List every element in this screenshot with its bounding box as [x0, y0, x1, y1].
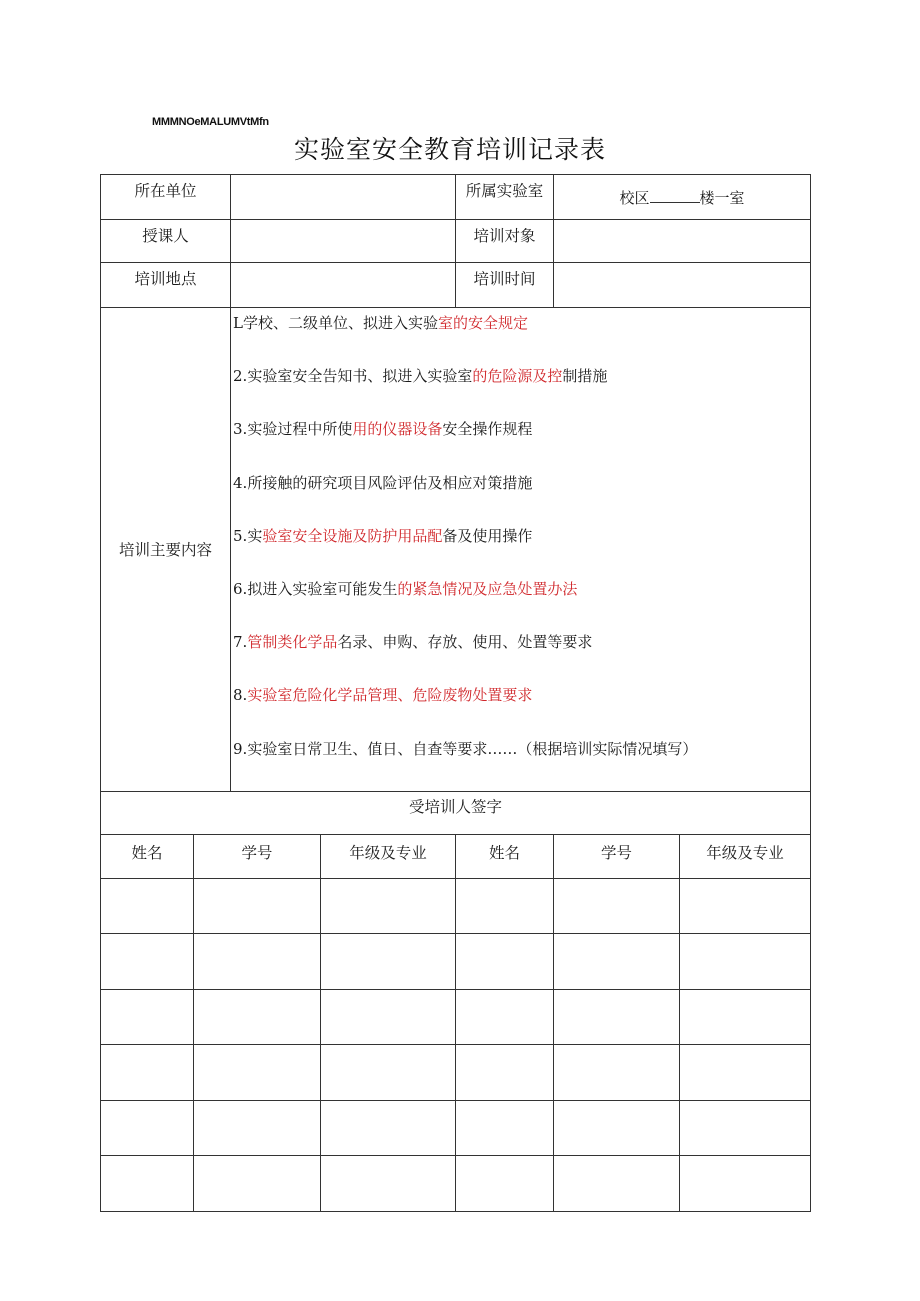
lab-label: 所属实验室 [465, 182, 544, 200]
signature-id-cell[interactable] [194, 1100, 321, 1156]
content-item-hl: 用的仪器设备 [352, 420, 443, 439]
content-item-pre: 7. [233, 633, 248, 652]
signature-id-cell[interactable] [194, 878, 321, 934]
signature-major-cell[interactable] [321, 878, 456, 934]
signature-id-cell[interactable] [554, 934, 680, 990]
signature-major-cell[interactable] [680, 1156, 811, 1212]
page-title: 实验室安全教育培训记录表 [293, 135, 606, 164]
signature-name-cell[interactable] [101, 934, 194, 990]
target-label: 培训对象 [473, 227, 536, 245]
lecturer-label-cell [101, 220, 231, 263]
content-item [233, 578, 810, 631]
content-item-hl: 的危险源及控 [472, 367, 563, 386]
content-item-pre: 4.所接触的研究项目风险评估及相应对策措施 [233, 473, 533, 492]
content-item-post: 制措施 [562, 367, 608, 386]
table-row [101, 989, 811, 1045]
content-label: 培训主要内容 [119, 541, 213, 560]
unit-label: 所在单位 [134, 182, 197, 200]
content-item [233, 684, 810, 737]
campus-blank[interactable] [650, 188, 700, 203]
signature-major-cell[interactable] [680, 934, 811, 990]
content-item-pre: L学校、二级单位、拟进入实验 [233, 314, 438, 332]
time-label-cell [456, 263, 554, 308]
col-id-2: 学号 [554, 834, 680, 878]
content-item-hl: 实验室危险化学品管理、危险废物处置要求 [247, 686, 533, 705]
signature-title: 受培训人签字 [409, 797, 503, 816]
signature-id-cell[interactable] [554, 1156, 680, 1212]
col-major-2: 年级及专业 [680, 834, 811, 878]
content-label-cell [101, 308, 231, 792]
signature-name-cell[interactable] [101, 1045, 194, 1101]
content-item-pre: 8. [233, 686, 248, 705]
signature-title-cell [101, 791, 811, 834]
signature-id-cell[interactable] [554, 1100, 680, 1156]
content-item-pre: 5.实 [233, 526, 263, 545]
signature-major-cell[interactable] [680, 1045, 811, 1101]
content-item [233, 472, 810, 525]
time-label: 培训时间 [473, 270, 536, 288]
col-name-2: 姓名 [456, 834, 554, 878]
signature-major-cell[interactable] [680, 878, 811, 934]
record-form [100, 174, 811, 1212]
document-code: MMMNOeMALUMVtMfn [152, 116, 269, 128]
signature-name-cell[interactable] [456, 989, 554, 1045]
content-item-hl: 验室安全设施及防护用品配 [262, 526, 443, 545]
target-label-cell [456, 220, 554, 263]
signature-major-cell[interactable] [321, 1045, 456, 1101]
unit-input[interactable] [231, 175, 456, 220]
signature-name-cell[interactable] [456, 1156, 554, 1212]
content-item-hl: 的紧急情况及应急处置办法 [397, 579, 578, 598]
unit-label-cell [101, 175, 231, 220]
target-input[interactable] [554, 220, 811, 263]
table-row [101, 1045, 811, 1101]
campus-text: 校区 [619, 188, 650, 207]
signature-name-cell[interactable] [456, 1045, 554, 1101]
building-text: 楼一室 [699, 188, 745, 207]
content-item [233, 525, 810, 578]
lecturer-label: 授课人 [142, 227, 189, 245]
signature-name-cell[interactable] [456, 1100, 554, 1156]
signature-id-cell[interactable] [194, 989, 321, 1045]
col-id-1: 学号 [194, 834, 321, 878]
signature-id-cell[interactable] [194, 934, 321, 990]
signature-name-cell[interactable] [101, 1100, 194, 1156]
signature-name-cell[interactable] [456, 934, 554, 990]
location-label-cell [101, 263, 231, 308]
table-row [101, 1100, 811, 1156]
signature-name-cell[interactable] [101, 989, 194, 1045]
signature-major-cell[interactable] [321, 1100, 456, 1156]
content-item [233, 418, 810, 471]
signature-major-cell[interactable] [321, 989, 456, 1045]
signature-id-cell[interactable] [554, 1045, 680, 1101]
content-item-pre: 3.实验过程中所使 [233, 420, 353, 439]
lecturer-input[interactable] [231, 220, 456, 263]
signature-major-cell[interactable] [321, 934, 456, 990]
table-row [101, 878, 811, 934]
content-item-post: 安全操作规程 [442, 420, 533, 439]
time-input[interactable] [554, 263, 811, 308]
signature-id-cell[interactable] [554, 878, 680, 934]
signature-id-cell[interactable] [194, 1045, 321, 1101]
location-input[interactable] [231, 263, 456, 308]
content-item-post: 备及使用操作 [442, 526, 533, 545]
signature-name-cell[interactable] [456, 878, 554, 934]
content-item-post: 名录、申购、存放、使用、处置等要求 [337, 633, 593, 652]
signature-name-cell[interactable] [101, 1156, 194, 1212]
content-item-pre: 9.实验室日常卫生、值日、自查等要求……（根据培训实际情况填写） [233, 739, 698, 758]
content-item-pre: 2.实验室安全告知书、拟进入实验室 [233, 367, 473, 386]
signature-header-row [101, 834, 811, 878]
signature-id-cell[interactable] [194, 1156, 321, 1212]
content-list [231, 308, 811, 792]
signature-major-cell[interactable] [680, 1100, 811, 1156]
lab-input[interactable] [554, 175, 811, 220]
signature-id-cell[interactable] [554, 989, 680, 1045]
signature-major-cell[interactable] [321, 1156, 456, 1212]
col-major-1: 年级及专业 [321, 834, 456, 878]
content-item [233, 312, 810, 365]
col-name-1: 姓名 [101, 834, 194, 878]
content-item-hl: 管制类化学品 [247, 633, 338, 652]
signature-name-cell[interactable] [101, 878, 194, 934]
content-item [233, 631, 810, 684]
content-item-pre: 6.拟进入实验室可能发生 [233, 579, 398, 598]
content-item-hl: 室的安全规定 [437, 314, 528, 332]
table-row [101, 1156, 811, 1212]
content-item [233, 365, 810, 418]
content-item [233, 738, 810, 791]
table-row [101, 934, 811, 990]
lab-label-cell [456, 175, 554, 220]
signature-major-cell[interactable] [680, 989, 811, 1045]
location-label: 培训地点 [134, 270, 197, 288]
